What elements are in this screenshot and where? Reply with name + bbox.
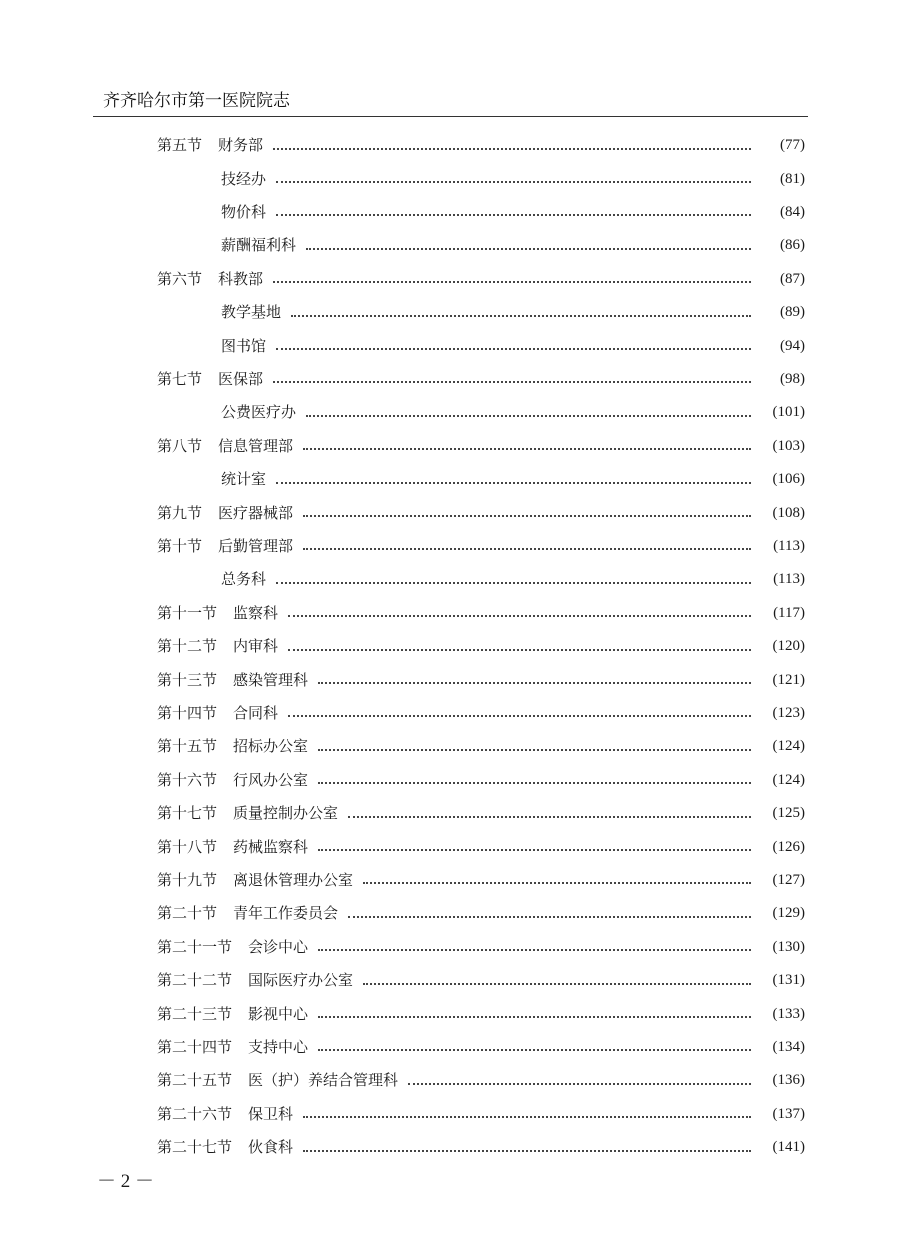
toc-entry[interactable]: [157, 263, 805, 296]
toc-page-number: (126): [772, 838, 805, 855]
dot-leader: [303, 548, 751, 550]
toc-page-number: (127): [772, 871, 805, 888]
toc-entry[interactable]: [157, 1031, 805, 1064]
dot-leader: [306, 248, 751, 250]
toc-section-number: 第二十三节: [157, 1004, 233, 1023]
toc-section-number: 第十四节: [157, 703, 218, 722]
dot-leader: [303, 1116, 751, 1118]
toc-entry-title: 影视中心: [248, 1004, 309, 1023]
toc-section-number: 第二十六节: [157, 1104, 233, 1123]
toc-page-number: (137): [772, 1105, 805, 1122]
dot-leader: [408, 1083, 751, 1085]
toc-entry-title: 药械监察科: [233, 837, 309, 856]
toc-entry-title: 质量控制办公室: [233, 804, 339, 823]
toc-entry-title: 监察科: [233, 603, 279, 622]
toc-section-number: 第十六节: [157, 770, 218, 789]
toc-entry-title: 离退休管理办公室: [233, 870, 354, 889]
toc-entry-title: 统计室: [221, 470, 267, 489]
toc-subentry[interactable]: [221, 196, 805, 229]
toc-page-number: (121): [772, 671, 805, 688]
toc-entry[interactable]: [157, 363, 805, 396]
toc-entry[interactable]: [157, 1098, 805, 1131]
toc-page-number: (86): [780, 237, 805, 254]
dot-leader: [276, 214, 751, 216]
toc-page-number: (89): [780, 304, 805, 321]
toc-page-number: (120): [772, 638, 805, 655]
toc-section-number: 第十九节: [157, 870, 218, 889]
dot-leader: [291, 315, 751, 317]
toc-page-number: (131): [772, 972, 805, 989]
dot-leader: [318, 749, 751, 751]
toc-entry-title: 保卫科: [248, 1104, 294, 1123]
toc-entry[interactable]: [157, 597, 805, 630]
dot-leader: [276, 482, 751, 484]
toc-section-number: 第八节: [157, 436, 203, 455]
toc-section-number: 第七节: [157, 369, 203, 388]
toc-subentry[interactable]: [221, 396, 805, 429]
toc-entry-title: 信息管理部: [218, 436, 294, 455]
dot-leader: [288, 715, 751, 717]
dot-leader: [306, 415, 751, 417]
toc-entry-title: 物价科: [221, 202, 267, 221]
toc-subentry[interactable]: [221, 229, 805, 262]
dot-leader: [273, 148, 751, 150]
toc-page-number: (94): [780, 337, 805, 354]
toc-section-number: 第二十七节: [157, 1138, 233, 1157]
toc-section-number: 第二十二节: [157, 971, 233, 990]
dot-leader: [276, 348, 751, 350]
toc-page-number: (130): [772, 938, 805, 955]
toc-entry-title: 伙食科: [248, 1138, 294, 1157]
toc-entry[interactable]: [157, 1064, 805, 1097]
toc-section-number: 第十节: [157, 536, 203, 555]
toc-entry[interactable]: [157, 897, 805, 930]
dot-leader: [318, 1049, 751, 1051]
toc-page-number: (129): [772, 905, 805, 922]
toc-subentry[interactable]: [221, 329, 805, 362]
toc-subentry[interactable]: [221, 162, 805, 195]
toc-page-number: (141): [772, 1139, 805, 1156]
dot-leader: [303, 448, 751, 450]
toc-section-number: 第十五节: [157, 737, 218, 756]
toc-section-number: 第二十五节: [157, 1071, 233, 1090]
toc-page-number: (117): [773, 604, 805, 621]
toc-section-number: 第十二节: [157, 637, 218, 656]
toc-section-number: 第十一节: [157, 603, 218, 622]
dot-leader: [273, 381, 751, 383]
header-divider: [93, 116, 808, 117]
toc-subentry[interactable]: [221, 463, 805, 496]
toc-entry-title: 医（护）养结合管理科: [248, 1071, 399, 1090]
toc-entry-title: 后勤管理部: [218, 536, 294, 555]
toc-section-number: 第二十一节: [157, 937, 233, 956]
page-number: － 2 －: [97, 1171, 155, 1192]
dot-leader: [318, 1016, 751, 1018]
toc-page-number: (77): [780, 137, 805, 154]
toc-entry[interactable]: [157, 830, 805, 863]
toc-page-number: (87): [780, 270, 805, 287]
toc-entry[interactable]: [157, 663, 805, 696]
toc-page-number: (84): [780, 203, 805, 220]
toc-entry-title: 招标办公室: [233, 737, 309, 756]
toc-entry[interactable]: [157, 864, 805, 897]
toc-entry[interactable]: [157, 931, 805, 964]
toc-entry[interactable]: [157, 997, 805, 1030]
toc-entry[interactable]: [157, 764, 805, 797]
toc-page-number: (106): [772, 471, 805, 488]
toc-entry-title: 科教部: [218, 269, 264, 288]
toc-entry[interactable]: [157, 697, 805, 730]
toc-section-number: 第五节: [157, 136, 203, 155]
toc-section-number: 第二十四节: [157, 1037, 233, 1056]
toc-section-number: 第十三节: [157, 670, 218, 689]
toc-section-number: 第十七节: [157, 804, 218, 823]
toc-entry[interactable]: [157, 630, 805, 663]
toc-page-number: (123): [772, 704, 805, 721]
toc-entry-title: 行风办公室: [233, 770, 309, 789]
toc-entry[interactable]: [157, 129, 805, 162]
running-header-title: 齐齐哈尔市第一医院院志: [103, 91, 290, 111]
dot-leader: [363, 983, 751, 985]
toc-page-number: (101): [772, 404, 805, 421]
toc-entry-title: 青年工作委员会: [233, 904, 339, 923]
toc-entry-title: 合同科: [233, 703, 279, 722]
toc-section-number: 第九节: [157, 503, 203, 522]
toc-entry[interactable]: [157, 797, 805, 830]
toc-subentry[interactable]: [221, 296, 805, 329]
dot-leader: [348, 916, 751, 918]
toc-entry-title: 支持中心: [248, 1037, 309, 1056]
dot-leader: [303, 1150, 751, 1152]
toc-entry-title: 图书馆: [221, 336, 267, 355]
toc-entry[interactable]: [157, 496, 805, 529]
dot-leader: [318, 849, 751, 851]
toc-entry-title: 医疗器械部: [218, 503, 294, 522]
toc-section-number: 第十八节: [157, 837, 218, 856]
dot-leader: [318, 949, 751, 951]
dot-leader: [276, 181, 751, 183]
dot-leader: [318, 782, 751, 784]
toc-page-number: (113): [773, 571, 805, 588]
toc-page-number: (113): [773, 537, 805, 554]
dot-leader: [276, 582, 751, 584]
toc-entry[interactable]: [157, 1131, 805, 1164]
toc-entry[interactable]: [157, 730, 805, 763]
toc-section-number: 第六节: [157, 269, 203, 288]
dot-leader: [348, 816, 751, 818]
toc-page-number: (108): [772, 504, 805, 521]
toc-entry-title: 技经办: [221, 169, 267, 188]
toc-entry[interactable]: [157, 964, 805, 997]
dot-leader: [288, 615, 751, 617]
toc-entry-title: 内审科: [233, 637, 279, 656]
toc-entry-title: 国际医疗办公室: [248, 971, 354, 990]
toc-page-number: (81): [780, 170, 805, 187]
toc-page-number: (136): [772, 1072, 805, 1089]
toc-page-number: (124): [772, 738, 805, 755]
toc-section-number: 第二十节: [157, 904, 218, 923]
toc-entry[interactable]: [157, 430, 805, 463]
toc-page-number: (124): [772, 771, 805, 788]
toc-entry-title: 薪酬福利科: [221, 236, 297, 255]
toc-entry-title: 财务部: [218, 136, 264, 155]
toc-page-number: (134): [772, 1038, 805, 1055]
dot-leader: [363, 882, 751, 884]
dot-leader: [273, 281, 751, 283]
toc-entry-title: 医保部: [218, 369, 264, 388]
toc-entry[interactable]: [157, 530, 805, 563]
toc-page-number: (125): [772, 805, 805, 822]
toc-page-number: (133): [772, 1005, 805, 1022]
toc-entry-title: 公费医疗办: [221, 403, 297, 422]
toc-entry-title: 会诊中心: [248, 937, 309, 956]
dot-leader: [318, 682, 751, 684]
toc-entry-title: 总务科: [221, 570, 267, 589]
dot-leader: [303, 515, 751, 517]
toc-subentry[interactable]: [221, 563, 805, 596]
toc-page-number: (103): [772, 437, 805, 454]
dot-leader: [288, 649, 751, 651]
toc-entry-title: 教学基地: [221, 303, 282, 322]
toc-page-number: (98): [780, 370, 805, 387]
toc-entry-title: 感染管理科: [233, 670, 309, 689]
